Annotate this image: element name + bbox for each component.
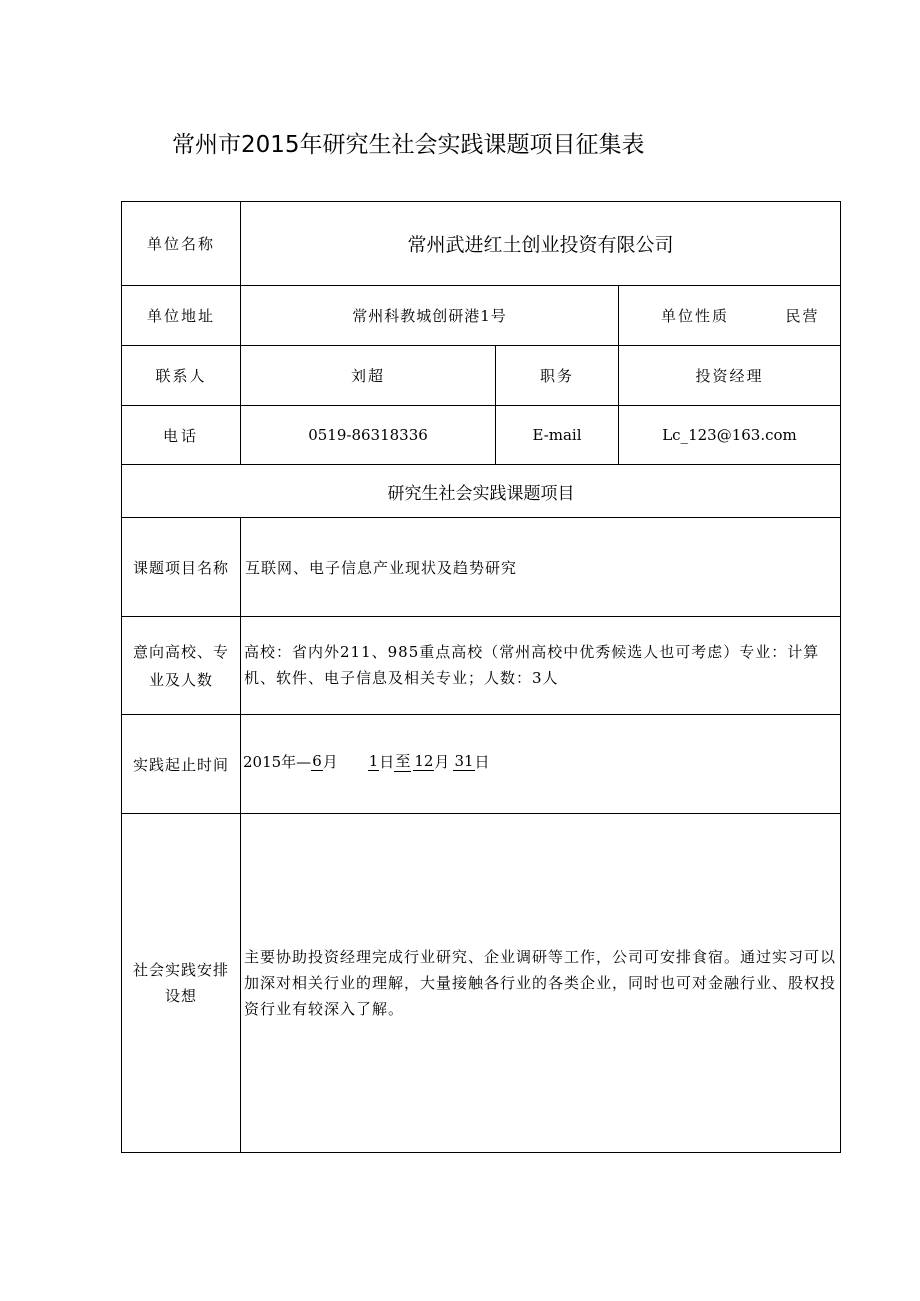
plan-label-line2: 设想 xyxy=(164,987,197,1005)
school-label-line2: 业及人数 xyxy=(148,670,213,689)
contact-position-label: 职务 xyxy=(539,367,574,385)
contact-phone-label: 电话 xyxy=(162,426,199,445)
time-month-start: 6 xyxy=(312,751,322,770)
project-name-label: 课题项目名称 xyxy=(132,558,229,577)
school-label-line1: 意向高校、专 xyxy=(132,642,229,661)
contact-person-label: 联系人 xyxy=(155,367,207,385)
time-year: 2015年— xyxy=(243,752,312,771)
unit-nature-value: 民营 xyxy=(785,307,820,325)
time-month-end: 12 xyxy=(414,751,434,770)
contact-person-value: 刘超 xyxy=(350,367,385,385)
unit-nature-label: 单位性质 xyxy=(660,307,729,325)
table-border-right xyxy=(840,201,841,1153)
contact-position-value: 投资经理 xyxy=(695,367,764,385)
school-value: 高校：省内外211、985重点高校（常州高校中优秀候选人也可考虑）专业：计算机、软件、电子信息及相关专业；人数：3人 xyxy=(244,643,820,687)
page-title: 常州市2015年研究生社会实践课题项目征集表 xyxy=(172,132,645,158)
school-value-cell xyxy=(241,617,840,714)
unit-name-label: 单位名称 xyxy=(146,235,215,253)
time-day-unit: 日 xyxy=(379,752,395,771)
unit-address-value: 常州科教城创研港1号 xyxy=(352,307,507,325)
contact-phone-value: 0519-86318336 xyxy=(308,426,428,444)
contact-email-label: E-mail xyxy=(532,426,582,444)
project-name-value: 互联网、电子信息产业现状及趋势研究 xyxy=(245,558,518,577)
unit-address-label: 单位地址 xyxy=(146,307,215,325)
plan-value-cell xyxy=(241,814,840,1152)
plan-label xyxy=(122,814,240,1152)
contact-email-value: Lc_123@163.com xyxy=(662,426,797,444)
time-day-start: 1 xyxy=(368,751,379,770)
time-day-end: 31 xyxy=(454,751,474,770)
plan-label-line1: 社会实践安排 xyxy=(132,961,229,979)
time-label: 实践起止时间 xyxy=(132,755,229,774)
section-title: 研究生社会实践课题项目 xyxy=(387,483,575,504)
table-border-bottom xyxy=(121,1152,841,1153)
time-month-unit: 月 xyxy=(322,752,338,771)
time-to: 至 xyxy=(395,752,411,770)
plan-value: 主要协助投资经理完成行业研究、企业调研等工作，公司可安排食宿。通过实习可以加深对相关行业的理解，大量接触各行业的各类企业，同时也可对金融行业、股权投资行业有较深入了解。 xyxy=(244,948,837,1018)
school-label xyxy=(122,617,240,714)
unit-name-value: 常州武进红土创业投资有限公司 xyxy=(407,234,674,256)
time-value xyxy=(241,715,840,813)
time-day-end-unit: 日 xyxy=(474,752,490,771)
time-month-end-unit: 月 xyxy=(434,752,450,771)
